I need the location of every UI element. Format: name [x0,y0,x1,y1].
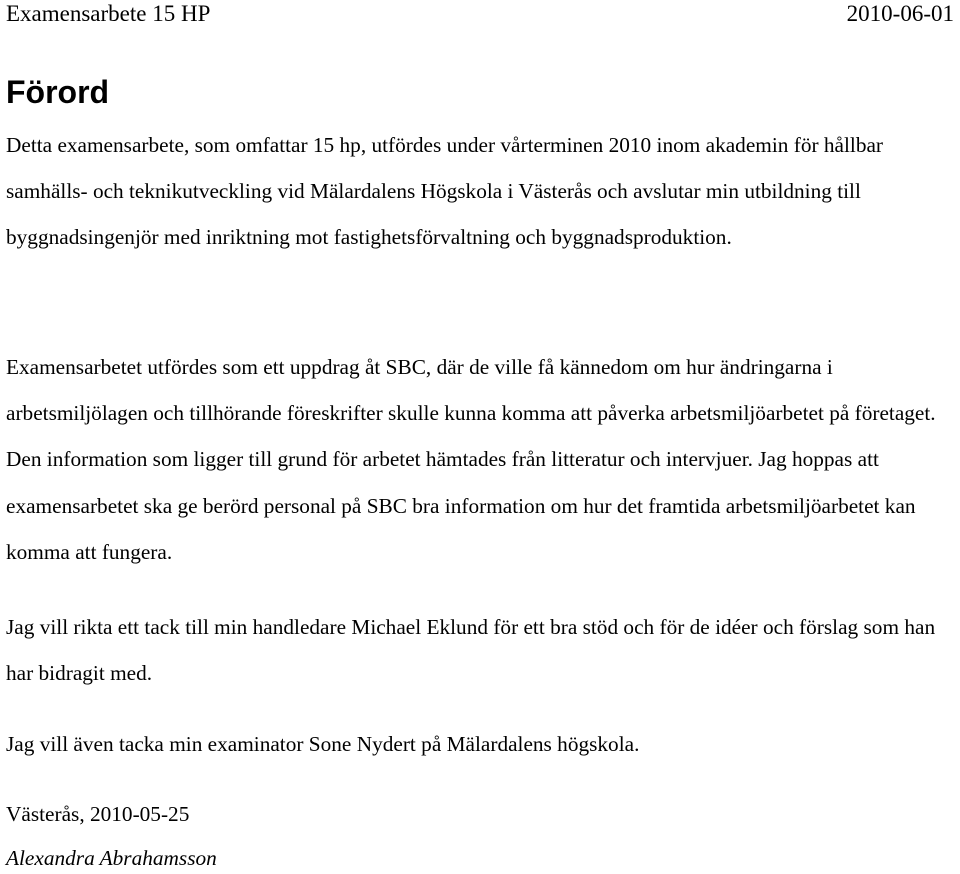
paragraph-intro: Detta examensarbete, som omfattar 15 hp, utfördes under vårterminen 2010 inom akademin för hållbar samhälls- och teknikutveckling vid Mälardalens Högskola i Västerås och avslutar min utbildning till byggnadsingenjör med inriktning mot fastighetsförvaltning och byggnadsproduktion. [6,133,884,250]
header-date: 2010-06-01 [846,1,954,26]
paragraph-thanks-examiner: Jag vill även tacka min examinator Sone Nydert på Mälardalens högskola. [6,732,640,756]
author-signature: Alexandra Abrahamsson [6,846,217,870]
paragraph-thanks-supervisor: Jag vill rikta ett tack till min handledare Michael Eklund för ett bra stöd och för de idéer och förslag som han har bidragit med. [6,615,936,686]
paragraph-assignment: Examensarbetet utfördes som ett uppdrag åt SBC, där de ville få kännedom om hur ändringarna i arbetsmiljölagen och tillhörande föreskrifter skulle kunna komma att påverka arbetsmiljöarbetet på företaget. Den information som ligger till grund för arbetet hämtades från litteratur och intervjuer. Jag hoppas att examensarbetet ska ge berörd personal på SBC bra information om hur det framtida arbetsmiljöarbetet kan komma att fungera. [6,355,936,564]
header-document-type: Examensarbete 15 HP [6,1,211,26]
page-header [6,0,954,30]
page-title: Förord [6,74,110,110]
place-and-date: Västerås, 2010-05-25 [6,802,190,826]
